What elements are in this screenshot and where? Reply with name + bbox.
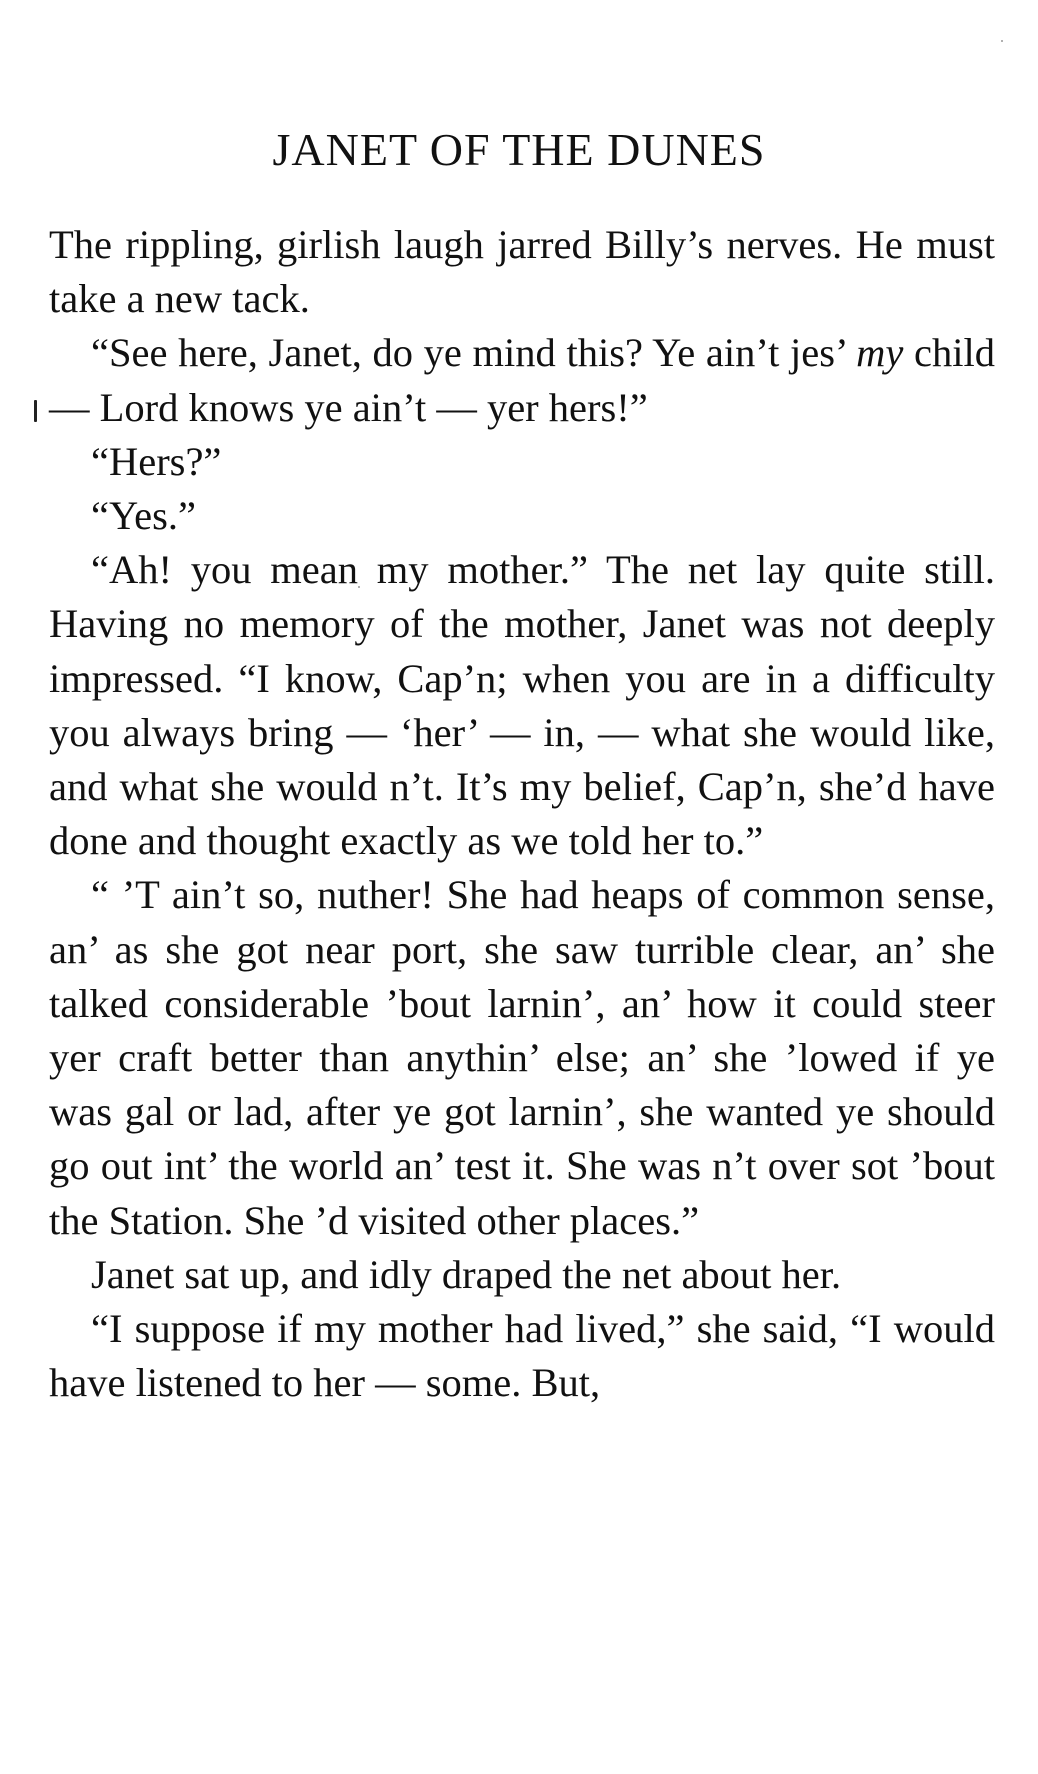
paper-speck	[1001, 40, 1003, 42]
paragraph	[49, 868, 995, 1247]
text-run: Janet sat up, and idly draped the net about her.	[91, 1251, 842, 1297]
text-run: The rippling, girlish laugh jarred Billy’s nerves. He must take a new tack.	[49, 222, 995, 322]
body-text	[49, 218, 995, 1410]
text-run: “Ah! you mean my mother.” The net lay quite still. Having no memory of the mother, Janet was not deeply impressed. “I know, Cap’n; when you are in a difficulty you always bring — ‘her’ — in, — what she would like, and what she would n’t. It’s my belief, Cap’n, she’d have done and thought exactly as we told her to.”	[49, 547, 995, 864]
margin-mark	[34, 400, 37, 422]
text-run: child — Lord knows ye ain’t — yer hers!”	[49, 330, 995, 430]
paragraph	[49, 326, 995, 434]
paragraph	[49, 489, 995, 543]
text-run: “Hers?”	[91, 438, 222, 484]
paragraph	[49, 543, 995, 868]
text-run: “ ’T ain’t so, nuther! She had heaps of common sense, an’ as she got near port, she saw turrible clear, an’ she talked considerable ’bout larnin’, an’ how it could steer yer craft better than anythin’ else; an’ she ’lowed if ye was gal or lad, after ye got larnin’, she wanted ye should go out int’ the world an’ test it. She was n’t over sot ’bout the Station. She ’d visited other places.”	[49, 872, 995, 1243]
paragraph	[49, 1302, 995, 1410]
italic-text: my	[856, 330, 904, 376]
text-run: “Yes.”	[91, 493, 197, 539]
running-head: JANET OF THE DUNES	[272, 124, 766, 175]
paragraph	[49, 1248, 995, 1302]
text-run: “See here, Janet, do ye mind this? Ye ain’t jes’	[91, 330, 857, 376]
paragraph	[49, 435, 995, 489]
paragraph	[49, 218, 995, 326]
text-run: “I suppose if my mother had lived,” she said, “I would have listened to her — some. But,	[49, 1306, 995, 1406]
